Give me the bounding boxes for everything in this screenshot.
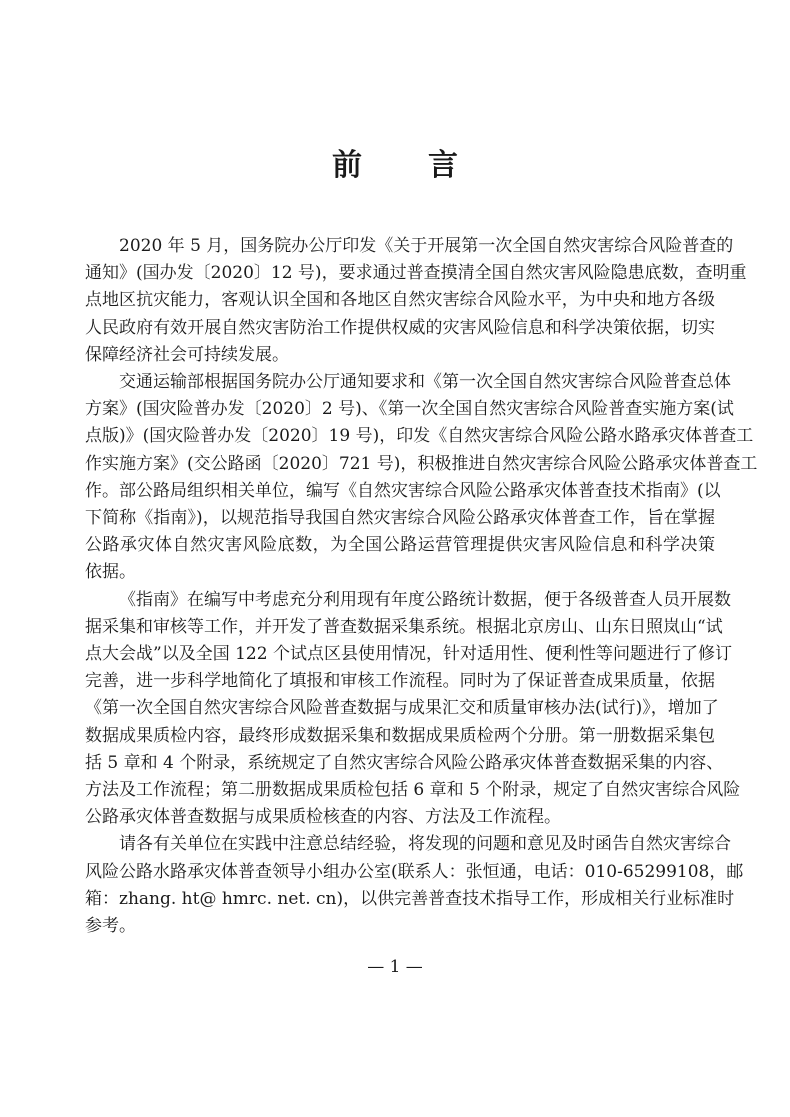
paragraph bbox=[85, 233, 747, 369]
paragraph-line: 数据成果质检内容，最终形成数据采集和数据成果质检两个分册。第一册数据采集包 bbox=[85, 725, 715, 746]
paragraph-line: 方法及工作流程；第二册数据成果质检包括 6 章和 5 个附录，规定了自然灾害综合风险 bbox=[85, 780, 741, 801]
paragraph-line: 风险公路水路承灾体普查领导小组办公室(联系人：张恒通，电话：010-65299108，邮 bbox=[85, 861, 744, 882]
page-title bbox=[0, 146, 790, 186]
paragraph-line: 2020 年 5 月，国务院办公厅印发《关于开展第一次全国自然灾害综合风险普查的 bbox=[119, 236, 734, 256]
paragraph-line: 完善，进一步科学地简化了填报和审核工作流程。同时为了保证普查成果质量，依据 bbox=[85, 671, 715, 692]
document-body bbox=[85, 233, 758, 940]
paragraph bbox=[85, 587, 741, 832]
paragraph-line: 公路承灾体普查数据与成果质检核查的内容、方法及工作流程。 bbox=[85, 807, 561, 828]
title-char: 前 bbox=[332, 148, 362, 183]
paragraph-line: 保障经济社会可持续发展。 bbox=[85, 344, 289, 365]
paragraph-line: 作实施方案》(交公路函〔2020〕721 号)，积极推进自然灾害综合风险公路承灾体普查工 bbox=[85, 453, 758, 474]
paragraph-line: 《第一次全国自然灾害综合风险普查数据与成果汇交和质量审核办法(试行)》，增加了 bbox=[85, 698, 719, 719]
paragraph-line: 点大会战”以及全国 122 个试点区县使用情况，针对适用性、便利性等问题进行了修订 bbox=[85, 644, 732, 665]
paragraph bbox=[85, 831, 744, 940]
paragraph-line: 点版)》(国灾险普办发〔2020〕19 号)，印发《自然灾害综合风险公路水路承灾体普查工 bbox=[85, 426, 754, 447]
paragraph-line: 参考。 bbox=[85, 916, 136, 937]
paragraph-line: 点地区抗灾能力，客观认识全国和各地区自然灾害综合风险水平，为中央和地方各级 bbox=[85, 290, 715, 311]
paragraph-line: 据采集和审核等工作，并开发了普查数据采集系统。根据北京房山、山东日照岚山“试 bbox=[85, 616, 723, 637]
paragraph-line: 括 5 章和 4 个附录，系统规定了自然灾害综合风险公路承灾体普查数据采集的内容、 bbox=[85, 752, 724, 773]
paragraph-line: 人民政府有效开展自然灾害防治工作提供权威的灾害风险信息和科学决策依据，切实 bbox=[85, 317, 715, 338]
paragraph-line: 下简称《指南》)，以规范指导我国自然灾害综合风险公路承灾体普查工作，旨在掌握 bbox=[85, 508, 715, 529]
paragraph-line: 箱：zhang. ht@ hmrc. net. cn)，以供完善普查技术指导工作，形成相关行业标准时 bbox=[85, 888, 735, 909]
paragraph-line: 请各有关单位在实践中注意总结经验，将发现的问题和意见及时函告自然灾害综合 bbox=[119, 834, 731, 855]
paragraph-line: 方案》(国灾险普办发〔2020〕2 号)、《第一次全国自然灾害综合风险普查实施方案(试 bbox=[85, 399, 734, 420]
paragraph-line: 公路承灾体自然灾害风险底数，为全国公路运营管理提供灾害风险信息和科学决策 bbox=[85, 535, 715, 556]
paragraph-line: 作。部公路局组织相关单位，编写《自然灾害综合风险公路承灾体普查技术指南》(以 bbox=[85, 480, 721, 501]
paragraph-line: 依据。 bbox=[85, 562, 136, 583]
paragraph-line: 通知》(国办发〔2020〕12 号)，要求通过普查摸清全国自然灾害风险隐患底数，查明重 bbox=[85, 263, 747, 284]
paragraph-line: 交通运输部根据国务院办公厅通知要求和《第一次全国自然灾害综合风险普查总体 bbox=[119, 372, 731, 393]
title-char: 言 bbox=[428, 148, 458, 183]
paragraph bbox=[85, 369, 758, 587]
paragraph-line: 《指南》在编写中考虑充分利用现有年度公路统计数据，便于各级普查人员开展数 bbox=[119, 589, 731, 610]
page-number: — 1 — bbox=[367, 957, 423, 977]
